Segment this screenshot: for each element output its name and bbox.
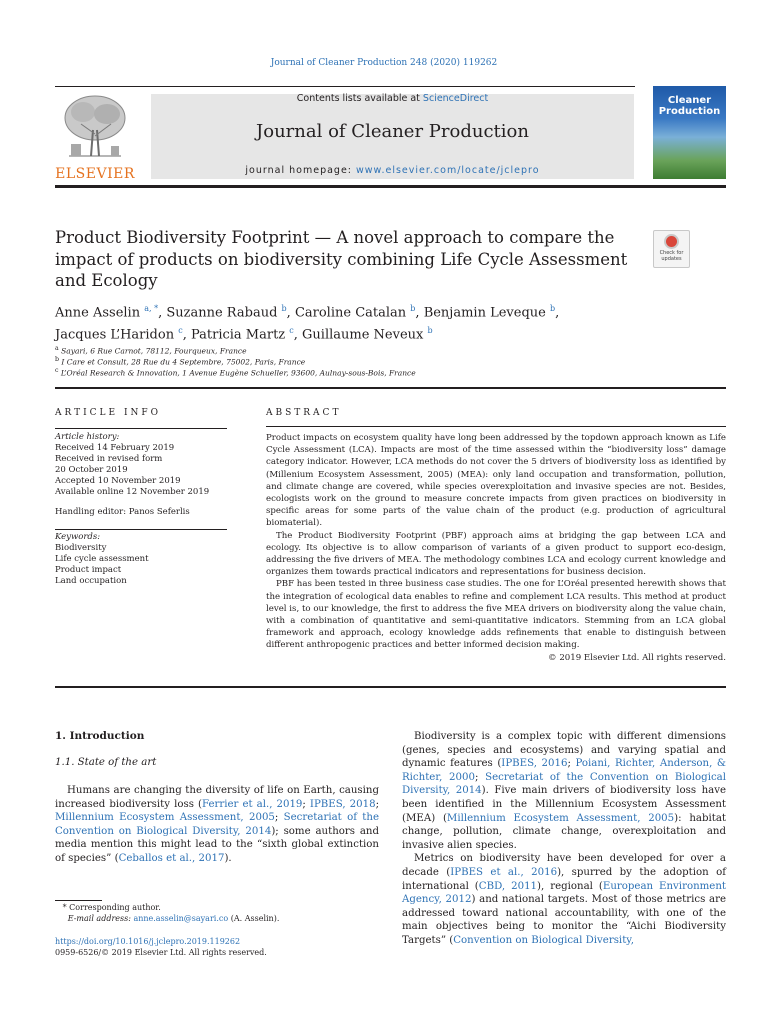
history-line: Accepted 10 November 2019	[55, 476, 181, 486]
body-text: ;	[375, 798, 379, 810]
header-bottom-rule	[55, 185, 726, 188]
author[interactable]: Anne Asselin	[55, 305, 141, 321]
keyword: Life cycle assessment	[55, 554, 149, 564]
doi-block	[55, 937, 267, 958]
affiliation-mark: c	[55, 367, 59, 374]
citation-link[interactable]: IPBES, 2016	[501, 758, 568, 770]
body-text: Biodiversity is a complex topic with different dimensions (genes, species and ecosystems) and varying spatial and dynamic features (	[402, 731, 726, 770]
corresponding-mark: *	[62, 903, 67, 912]
author-affiliation-mark[interactable]: c	[178, 326, 183, 336]
citation-link[interactable]: Secretariat of the Convention on Biological Diversity, 2014	[55, 812, 379, 837]
citation-link[interactable]: IPBES et al., 2016	[450, 866, 558, 878]
author-affiliation-mark[interactable]: b	[427, 326, 433, 336]
email-suffix: (A. Asselin).	[228, 913, 280, 923]
citation-link[interactable]: Millennium Ecosystem Assessment, 2005	[55, 812, 275, 824]
body-text: ), spurred by the adoption of international (	[402, 866, 726, 892]
history-line: Received in revised form	[55, 454, 163, 464]
abstract-body	[266, 432, 726, 664]
body-text: ). Five main drivers of biodiversity loss have been identified in the Millennium Ecosystem Assessment (MEA) (	[402, 785, 726, 824]
affiliation-mark: b	[55, 356, 60, 363]
author-list	[55, 300, 655, 345]
author-separator: ,	[415, 305, 424, 321]
crossmark-button[interactable]	[653, 230, 690, 268]
body-text: ;	[567, 758, 576, 770]
body-text: Humans are changing the diversity of life on Earth, causing increased biodiversity loss (	[55, 785, 379, 810]
elsevier-logo-text: ELSEVIER	[55, 166, 135, 182]
body-text: ), regional (	[537, 880, 603, 892]
author[interactable]: Caroline Catalan	[294, 305, 407, 321]
author-separator: ,	[555, 305, 560, 321]
author-separator: ,	[182, 327, 191, 343]
homepage-link[interactable]: www.elsevier.com/locate/jclepro	[356, 165, 540, 176]
body-text: ;	[474, 771, 486, 783]
citation-link[interactable]: Millennium Ecosystem Assessment, 2005	[446, 812, 675, 824]
abstract-rule	[266, 426, 726, 427]
body-text: ;	[274, 812, 284, 824]
author-affiliation-mark[interactable]: a, *	[144, 304, 159, 313]
handling-editor: Handling editor: Panos Seferlis	[55, 507, 190, 517]
citation-link[interactable]: European Environment Agency, 2012	[402, 880, 726, 906]
author[interactable]: Patricia Martz	[190, 327, 286, 343]
affiliation	[55, 366, 655, 379]
author[interactable]: Suzanne Rabaud	[166, 305, 278, 321]
abstract-paragraph: PBF has been tested in three business case studies. The one for L’Oréal presented herewith shows that the integration of ecological data enables to refine and complement LCA results. This method at product level is, to our knowledge, the first to address the five MEA drivers on biodiversity along the value chain, with a combination of quantitative and semi-quantitative indicators. Stemming from an LCA global framework and approach, ecology knowledge adds refinements that enable to distinguish between different anthropogenic practices and better informed decision making.	[266, 579, 726, 651]
author[interactable]: Guillaume Neveux	[302, 327, 424, 343]
body-text: ).	[224, 852, 232, 864]
history-line: 20 October 2019	[55, 465, 128, 475]
abstract-bottom-rule	[55, 686, 726, 688]
corresponding-text: Corresponding author.	[66, 903, 161, 912]
citation-link[interactable]: CBD, 2011	[478, 880, 538, 892]
cover-title-line-2: Production	[658, 106, 721, 117]
author-affiliation-mark[interactable]: b	[410, 304, 416, 313]
author-affiliation-mark[interactable]: b	[281, 304, 287, 313]
keyword: Land occupation	[55, 576, 127, 586]
footnote-rule	[55, 900, 102, 901]
author-affiliation-mark[interactable]: c	[289, 326, 294, 336]
abstract-paragraph: Product impacts on ecosystem quality have long been addressed by the topdown approach known as Life Cycle Assessment (LCA). Impacts are most of the time assessed within the “biodiversity loss” damage category indicator. However, LCA methods do not cover the 5 drivers of biodiversity loss as identified by (Millenium Ecosystem Assessment, 2005) (MEA): only land occupation and transformation, pollution, and climate change are covered, while species overexploitation and invasive species are not. Besides, ecologists work on the ground to measure concrete impacts from given practices on biodiversity in specific areas for some parts of the value chain of the product (e.g. production of agricultural biomaterial).	[266, 433, 726, 529]
sciencedirect-link[interactable]: ScienceDirect	[422, 93, 489, 104]
citation-link[interactable]: IPBES, 2018	[309, 798, 376, 810]
body-text: ;	[302, 798, 310, 810]
crossmark-icon	[664, 234, 679, 249]
contents-line	[151, 93, 634, 104]
keywords-block	[55, 532, 227, 587]
doi-link[interactable]: https://doi.org/10.1016/j.jclepro.2019.119262	[55, 937, 241, 946]
body-paragraph	[55, 784, 379, 866]
article-info-rule	[55, 428, 227, 429]
author-separator: ,	[158, 305, 167, 321]
journal-reference[interactable]: Journal of Cleaner Production 248 (2020) 119262	[270, 58, 498, 68]
left-column	[55, 784, 379, 866]
author[interactable]: Jacques L’Haridon	[55, 327, 175, 343]
body-text: ); some authors and media mention this might lead to the “sixth global extinction of species” (	[55, 825, 380, 864]
body-paragraph	[402, 730, 726, 852]
keywords-rule	[55, 529, 227, 530]
title-block-rule	[55, 387, 726, 389]
journal-cover-title	[653, 95, 726, 117]
affiliation-mark: a	[55, 345, 59, 352]
affiliation-text: L’Oréal Research & Innovation, 1 Avenue Eugène Schueller, 93600, Aulnay-sous-Bois, France	[58, 368, 416, 378]
affiliation-text: I Care et Consult, 28 Rue du 4 Septembre, 75002, Paris, France	[59, 357, 306, 367]
body-text: ) and national targets. Most of those metrics are addressed toward national accountability, with one of the main objectives being to monitor the “Aichi Biodiversity Targets” (	[402, 894, 726, 946]
history-label: Article history:	[55, 432, 120, 442]
crossmark-label	[654, 251, 689, 262]
email-label: E-mail address:	[67, 913, 134, 923]
author-separator: ,	[293, 327, 303, 343]
abstract-heading: ABSTRACT	[266, 408, 342, 418]
article-title: Product Biodiversity Footprint — A novel approach to compare the impact of products on biodiversity combining Life Cycle Assessment and Ecology	[55, 228, 628, 290]
citation-link[interactable]: Poiani, Richter, Anderson, & Richter, 2000	[402, 758, 726, 783]
right-column	[402, 730, 726, 948]
article-info-heading: ARTICLE INFO	[55, 408, 162, 418]
issn-line: 0959-6526/© 2019 Elsevier Ltd. All rights reserved.	[55, 947, 267, 957]
author[interactable]: Benjamin Leveque	[423, 305, 546, 321]
homepage-prefix: journal homepage:	[245, 165, 357, 176]
citation-link[interactable]: Ferrier et al., 2019	[201, 798, 303, 810]
abstract-paragraph: The Product Biodiversity Footprint (PBF) approach aims at bridging the gap between LCA and ecology. Its objective is to allow comparison of variants of a given product to support eco-design, addressing the five drivers of MEA. The methodology combines LCA and ecology current knowledge and organizes them towards practical indicators and representations for business decision.	[266, 530, 726, 578]
crossmark-line-1: Check for	[659, 250, 684, 256]
abstract-copyright: © 2019 Elsevier Ltd. All rights reserved.	[548, 652, 726, 663]
article-history	[55, 432, 227, 498]
body-text: Metrics on biodiversity have been developed for over a decade (	[402, 853, 726, 878]
citation-link[interactable]: Convention on Biological Diversity,	[453, 934, 634, 946]
author-affiliation-mark[interactable]: b	[549, 304, 556, 313]
subsection-heading: 1.1. State of the art	[55, 757, 157, 768]
keywords-label: Keywords:	[55, 532, 101, 542]
citation-link[interactable]: Secretariat of the Convention on Biological Diversity, 2014	[402, 771, 726, 797]
body-text: ): habitat change, pollution, climate change, overexploitation and invasive alien species.	[402, 812, 726, 851]
history-line: Received 14 February 2019	[55, 443, 175, 453]
author-separator: ,	[286, 305, 295, 321]
cover-title-line-1: Cleaner	[667, 95, 712, 106]
citation-link[interactable]: Ceballos et al., 2017	[118, 852, 225, 864]
contents-prefix: Contents lists available at	[296, 93, 423, 104]
keyword: Biodiversity	[55, 543, 107, 553]
crossmark-line-2: updates	[661, 255, 682, 262]
homepage-line	[151, 165, 634, 176]
history-line: Available online 12 November 2019	[55, 487, 210, 497]
journal-title: Journal of Cleaner Production	[256, 121, 529, 142]
header-top-rule	[55, 86, 635, 87]
corresponding-author-note	[55, 903, 379, 924]
body-paragraph	[402, 852, 726, 947]
section-heading: 1. Introduction	[55, 730, 145, 742]
affiliation-text: Sayari, 6 Rue Carnot, 78112, Fourqueux, France	[58, 346, 247, 356]
email-link[interactable]: anne.asselin@sayari.co	[133, 913, 229, 923]
keyword: Product impact	[55, 565, 122, 575]
